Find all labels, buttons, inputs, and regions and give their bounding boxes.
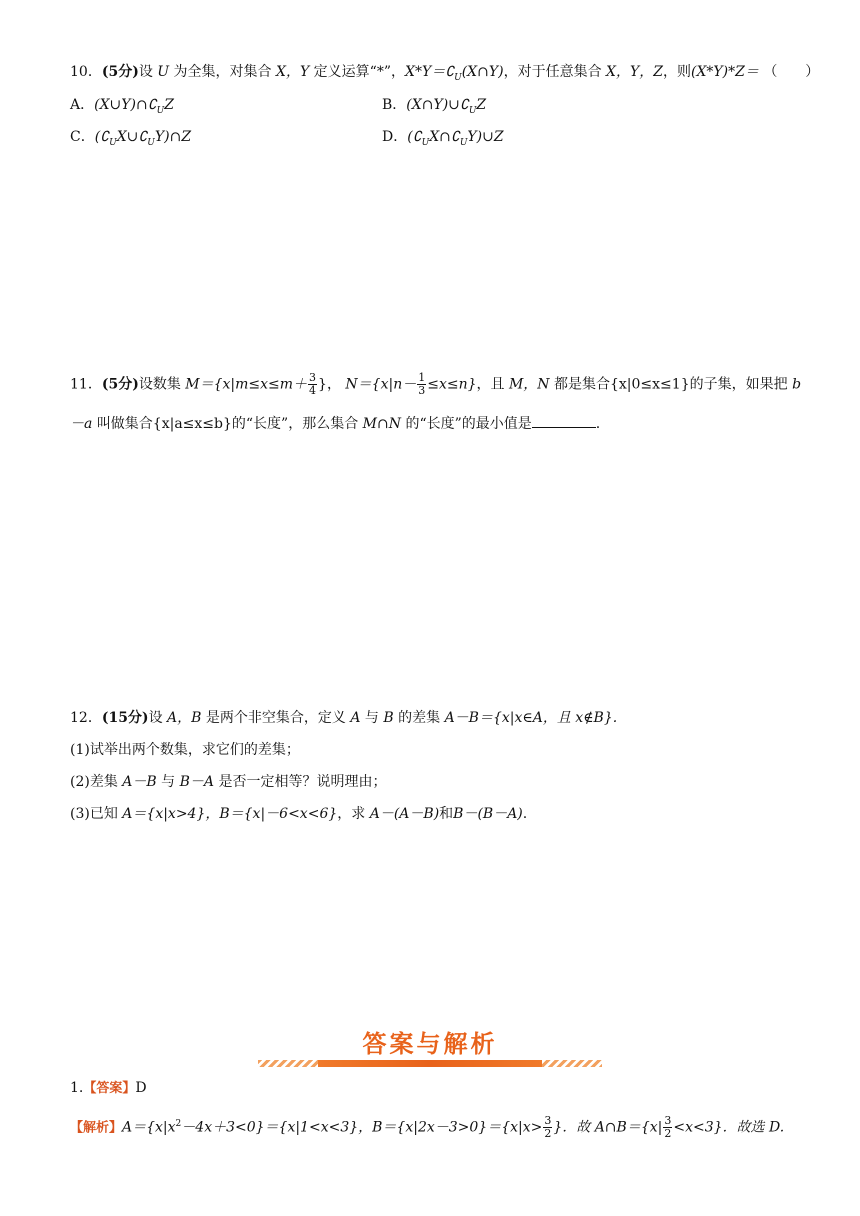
q12-text: (2)差集 xyxy=(70,774,118,790)
fraction-denominator: 2 xyxy=(664,1127,672,1141)
q10-option-c xyxy=(70,127,191,153)
q11-text: . xyxy=(595,416,601,432)
q11-math: M∩N xyxy=(362,416,401,432)
answer-value: D xyxy=(135,1080,147,1096)
q10-option-d xyxy=(382,127,504,153)
q12-text: 与 xyxy=(364,710,379,726)
answer-blank[interactable] xyxy=(532,415,596,428)
q12-text: . xyxy=(522,806,528,822)
answer-tag: 【答案】 xyxy=(83,1081,136,1096)
q11-text: 设数集 xyxy=(138,376,181,393)
fraction xyxy=(543,1115,552,1140)
q10-text: ，则 xyxy=(662,64,691,80)
q11-stem-line1 xyxy=(70,372,801,397)
q12-math: B－A xyxy=(179,774,215,790)
q11-text: 的“长度”的最小值是 xyxy=(405,416,532,432)
analysis-math: －4x＋3<0}＝{x|1<x<3}，B＝{x|2x－3>0}＝{x|x> xyxy=(181,1119,543,1136)
analysis-math: }．故 A∩B＝{x| xyxy=(553,1119,663,1136)
q12-text: 的差集 xyxy=(398,710,441,726)
q11-text: ，且 xyxy=(476,376,505,393)
q12-text: ，求 xyxy=(337,806,366,822)
q12-text: (3)已知 xyxy=(70,806,118,822)
q11-math: N＝{x|n－ xyxy=(345,376,417,393)
fraction-denominator: 2 xyxy=(544,1127,552,1141)
q11-var: b xyxy=(792,376,802,393)
q10-stem xyxy=(70,62,819,88)
option-label: A． xyxy=(70,97,95,113)
q10-var: X，Y，Z xyxy=(606,64,663,80)
option-math: Y)∪Z xyxy=(467,129,504,145)
q10-math: X*Y＝∁ xyxy=(405,64,455,80)
q11-math: －a xyxy=(70,416,93,432)
q11-var: M，N xyxy=(508,376,550,393)
q12-text: (1)试举出两个数集，求它们的差集； xyxy=(70,742,300,758)
banner-decoration xyxy=(258,1060,602,1067)
q10-points: (5分) xyxy=(101,64,139,80)
q12-math: A＝{x|x>4}，B＝{x|－6<x<6} xyxy=(122,806,338,822)
q10-var: U xyxy=(157,64,170,80)
answers-banner-title: 答案与解析 xyxy=(362,1030,498,1058)
answer-number: 1. xyxy=(70,1080,84,1096)
option-sub: U xyxy=(109,137,117,148)
analysis-1-line xyxy=(70,1114,784,1140)
answer-1-line xyxy=(70,1078,147,1099)
option-sub: U xyxy=(421,137,430,148)
fraction-denominator: 3 xyxy=(418,384,426,397)
banner-decoration-solid xyxy=(318,1060,542,1067)
analysis-math: A＝{x|x xyxy=(122,1119,176,1136)
option-label: C． xyxy=(70,129,95,145)
fraction xyxy=(663,1115,672,1140)
fraction-numerator: 3 xyxy=(664,1114,672,1128)
option-math: X∪∁ xyxy=(116,129,148,145)
q10-sub: U xyxy=(454,72,462,83)
q12-text: 是否一定相等？说明理由； xyxy=(218,774,387,790)
q12-text: 是两个非空集合，定义 xyxy=(205,710,346,726)
q10-text: ，对于任意集合 xyxy=(503,64,602,80)
q12-var: B xyxy=(383,710,394,726)
q12-part-3 xyxy=(70,804,527,824)
option-sub: U xyxy=(156,105,165,116)
q12-text: 设 xyxy=(148,710,163,726)
q10-text: 设 xyxy=(138,64,153,80)
fraction xyxy=(417,372,426,397)
option-label: B． xyxy=(382,97,407,113)
q12-math: A－B＝{x|x∈A，且 x∉B}. xyxy=(444,710,618,726)
q11-text: 都是集合{x|0≤x≤1}的子集，如果把 xyxy=(554,376,788,393)
q10-number: 10． xyxy=(70,64,102,80)
q12-number: 12． xyxy=(70,710,102,726)
option-math: Z xyxy=(164,97,174,113)
q11-math: }， xyxy=(318,376,341,393)
q10-text: 定义运算“*”， xyxy=(313,64,405,80)
option-sub: U xyxy=(147,137,155,148)
q10-option-a xyxy=(70,95,174,121)
q12-text: 和 xyxy=(439,806,454,822)
q10-option-b xyxy=(382,95,486,121)
option-math: Y)∩Z xyxy=(154,129,192,145)
fraction-numerator: 3 xyxy=(544,1114,552,1128)
fraction-numerator: 3 xyxy=(309,371,317,384)
q10-text: 为全集，对集合 xyxy=(173,64,272,80)
q11-math: ≤x≤n} xyxy=(427,376,477,393)
q11-text: 叫做集合{x|a≤x≤b}的“长度”，那么集合 xyxy=(96,416,359,432)
option-math: (X∪Y)∩∁ xyxy=(94,97,157,113)
option-math: X∩∁ xyxy=(429,129,460,145)
q11-stem-line2 xyxy=(70,414,600,434)
answers-banner xyxy=(258,1028,602,1070)
option-math: (∁ xyxy=(94,129,110,145)
q12-var: A xyxy=(350,710,361,726)
fraction-numerator: 1 xyxy=(418,371,426,384)
q12-part-2 xyxy=(70,772,386,792)
option-math: Z xyxy=(476,97,487,113)
option-label: D． xyxy=(382,129,408,145)
analysis-tag: 【解析】 xyxy=(70,1120,123,1136)
q12-math: A－(A－B) xyxy=(369,806,440,822)
option-sub: U xyxy=(468,105,477,116)
q12-part-1 xyxy=(70,740,300,760)
q12-math: B－(B－A) xyxy=(453,806,523,822)
q10-math: (X∩Y) xyxy=(461,64,504,80)
q10-answer-paren: （ ） xyxy=(763,64,820,80)
option-math: (∁ xyxy=(407,129,422,145)
analysis-math: <x<3}．故选 D. xyxy=(673,1119,785,1136)
q10-var: X，Y xyxy=(276,64,310,80)
q12-math: A－B xyxy=(122,774,157,790)
q12-var: A，B xyxy=(167,710,202,726)
q12-text: 与 xyxy=(161,774,176,790)
q12-points: (15分) xyxy=(101,710,149,726)
fraction-denominator: 4 xyxy=(309,384,317,397)
q11-math: M＝{x|m≤x≤m＋ xyxy=(185,376,308,393)
analysis-sup: 2 xyxy=(175,1119,182,1129)
q11-number: 11． xyxy=(70,376,102,393)
fraction xyxy=(308,372,317,397)
q12-stem xyxy=(70,708,617,728)
q11-points: (5分) xyxy=(101,376,139,393)
option-sub: U xyxy=(459,137,468,148)
q10-math: (X*Y)*Z＝ xyxy=(690,64,759,80)
option-math: (X∩Y)∪∁ xyxy=(406,97,469,113)
